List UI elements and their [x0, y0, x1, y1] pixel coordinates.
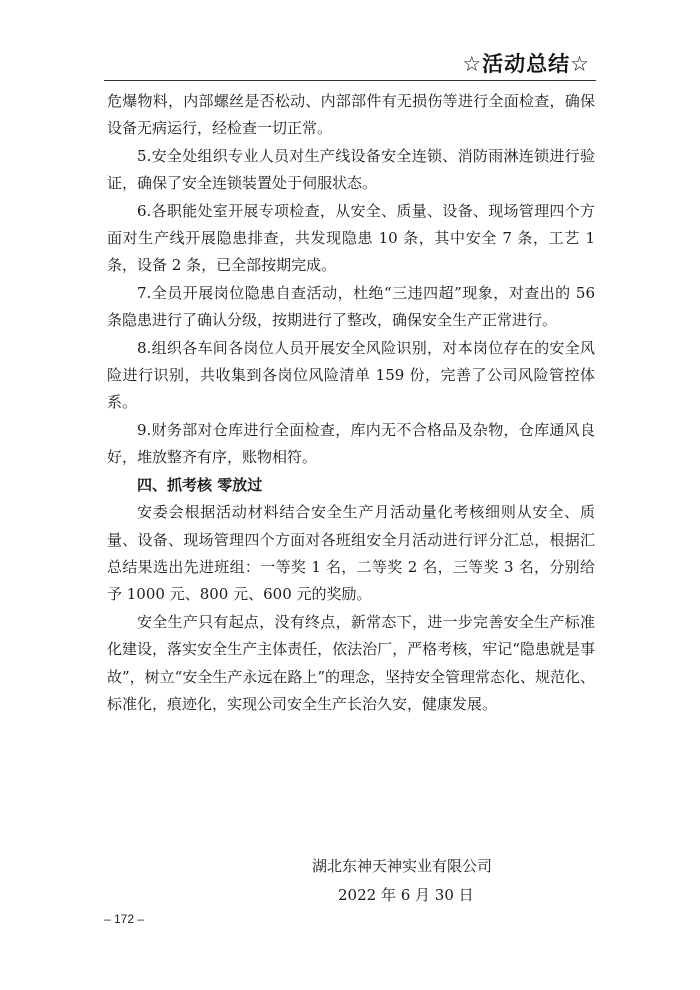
document-body	[107, 88, 595, 718]
section-heading-4: 四、抓考核 零放过	[137, 475, 263, 494]
header-divider	[104, 80, 596, 81]
page-number: – 172 –	[104, 912, 145, 926]
header-title: ☆活动总结☆	[462, 52, 590, 76]
signature-company: 湖北东神天神实业有限公司	[312, 857, 493, 875]
paragraph-conclusion: 安全生产只有起点，没有终点，新常态下，进一步完善安全生产标准化建设，落实安全生产主体责任，依法治厂，严格考核，牢记“隐患就是事故”，树立“安全生产永远在路上”的理念，坚持安全管理常态化、规范化、标准化，痕迹化，实现公司安全生产长治久安，健康发展。	[107, 612, 596, 713]
paragraph-item-5: 5.安全处组织专业人员对生产线设备安全连锁、消防雨淋连锁进行验证，确保了安全连锁装置处于伺服状态。	[107, 146, 595, 193]
paragraph-item-8: 8.组织各车间各岗位人员开展安全风险识别，对本岗位存在的安全风险进行识别，共收集到各岗位风险清单 159 份，完善了公司风险管控体系。	[107, 338, 595, 412]
signature-date: 2022 年 6 月 30 日	[338, 886, 474, 904]
paragraph-continuation: 危爆物料，内部螺丝是否松动、内部部件有无损伤等进行全面检查，确保设备无病运行，经检查一切正常。	[107, 92, 595, 138]
paragraph-item-7: 7.全员开展岗位隐患自查活动，杜绝“三违四超”现象，对查出的 56 条隐患进行了确认分级，按期进行了整改，确保安全生产正常进行。	[107, 283, 595, 330]
paragraph-item-9: 9.财务部对仓库进行全面检查，库内无不合格品及杂物，仓库通风良好，堆放整齐有序，账物相符。	[107, 420, 595, 467]
paragraph-item-6: 6.各职能处室开展专项检查，从安全、质量、设备、现场管理四个方面对生产线开展隐患排查，共发现隐患 10 条，其中安全 7 条，工艺 1 条，设备 2 条，已全部按期完成。	[107, 201, 595, 275]
paragraph-assessment: 安委会根据活动材料结合安全生产月活动量化考核细则从安全、质量、设备、现场管理四个方面对各班组安全月活动进行评分汇总，根据汇总结果选出先进班组：一等奖 1 名，二等奖 2 名，三等奖 3 名，分别给予 1000 元、800 元、600 元的奖励。	[107, 503, 595, 604]
